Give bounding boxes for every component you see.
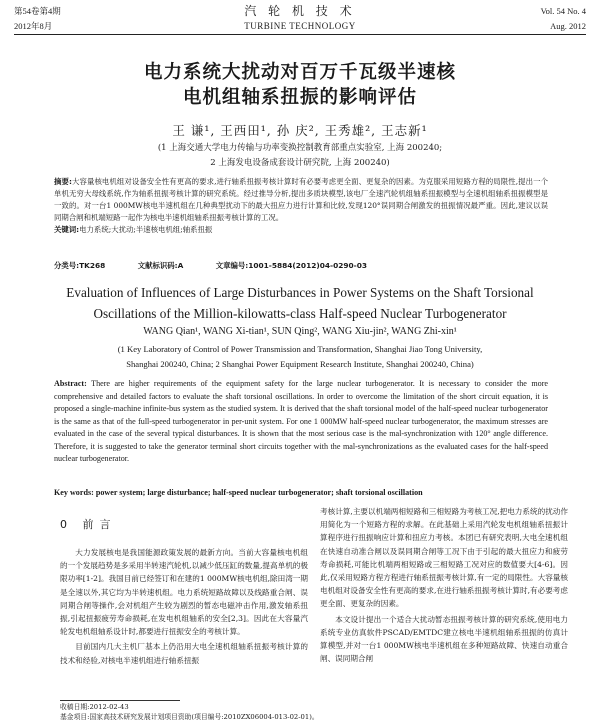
authors-en: WANG Qian¹, WANG Xi-tian¹, SUN Qing², WANG Xiu-jin², WANG Zhi-xin¹ [143,326,457,337]
received-date: 收稿日期:2012-02-43 [60,703,129,711]
body-paragraph: 本文设计提出一个适合大扰动暂态扭振考核计算的研究系统,使用电力系统专业仿真软件PSCAD/EMTDC建立核电半速机组轴系扭振的仿真计算模型,并对一台1 000MW核电半速机组在多种短路故障、快速自动重合闸、误同期合闸 [320,614,568,664]
body-paragraph: 考核计算,主要以机端两相短路和三相短路为考核工况,把电力系统的扰动作用简化为一个短路方程的求解。在此基础上采用汽轮发电机组轴系扭振计算程序进行扭振响应计算和扭应力考核。本团已有研究表明,大电全速机组在快速自动准合闸以及误同期合闸等工况下由于引起的最大扭应力和疲劳寿命损耗,可能比机端两相短路或三相短路工况对应的数值要大[4-6]。因此,仅采用短路方程方程进行轴系扭振考核计算,有一定的局限性。大容量核电机组对设备安全性有更高的要求,在进行轴系扭振考核计算时,有必要考虑更全面、更复杂的因素。 [320,507,568,609]
abstract-cn [54,176,548,236]
journal-name-en: TURBINE TECHNOLOGY [244,21,356,31]
title-en-line1: Evaluation of Influences of Large Disturbances in Power Systems on the Shaft Torsional [66,285,534,300]
title-en-line2: Oscillations of the Million-kilowatts-class Half-speed Nuclear Turbogenerator [93,306,507,321]
header-rule [14,34,586,35]
journal-header [14,4,586,44]
document-code: 文献标识码:A [137,261,184,270]
header-right [541,4,586,34]
title-cn-line2: 电机组轴系扭振的影响评估 [182,87,417,108]
affiliations-en [0,342,600,372]
fund-info: 基金项目:国家高技术研究发展计划项目资助(项目编号:2010ZX06004-013-02-01)。 [60,713,319,721]
footnote-rule [60,700,180,701]
volume-en: Vol. 54 No. 4 [540,6,586,16]
journal-name-cn: 汽 轮 机 技 术 [244,4,356,18]
article-number: 文章编号:1001-5884(2012)04-0290-03 [215,261,368,270]
volume-cn: 第54卷第4期 [14,6,61,16]
affiliations-cn [0,141,600,171]
title-cn-line1: 电力系统大扰动对百万千瓦级半速核 [143,62,456,83]
abstract-en [54,378,548,466]
abstract-cn-text: 大容量核电机组对设备安全性有更高的要求,进行轴系扭振考核计算时有必要考虑更全面、更复杂的因素。为克服采用短路方程的局限性,提出一个单机无穷大母线系统,作为轴系扭振考核计算的研究系统。经过推导分析,提出多质块模型,该电厂全速汽轮机组轴系扭振模型与全速机组轴系扭振模型是一致的。对一台1 000MW核电半速机组在几种典型扰动下的最大扭应力进行计算和比较,发现120°误同期合闸激发的扭振情况最严重。因此,建议以误同期合闸和机端短路一起作为核电半速机组轴系扭振考核计算的工况。 [54,177,548,222]
classification-line [54,260,548,272]
clc-number: 分类号:TK268 [54,261,106,270]
body-paragraph: 大力发展核电是我国能源政策发展的最新方向。当前大容量核电机组的一个发展趋势是多采用半转速汽轮机,以减少低压缸的数量,提高单机的极限功率[1-2]。我国目前已经签订和在建的1 000MW核电机组,除田湾一期是全速以外,其它均为半转速机组。电力系统短路故障以及线路重合闸、误同期合闸等操作,会对机组产生较为剧烈的暂态电磁冲击作用,激发轴系扭振,引起扭振疲劳寿命损耗,在发电机组轴系的安全[2,3]。因此在大容量汽轮发电机组轴系设计时,都要进行扭振安全的考核计算。 [60,548,308,637]
keywords-en-text: power system; large disturbance; half-speed nuclear turbogenerator; shaft torsional oscillation [95,488,423,497]
abstract-cn-label: 摘要: [54,177,72,186]
header-center [14,4,586,34]
footnote [60,702,320,722]
keywords-en-label: Key words: [54,488,94,497]
body-paragraph: 目前国内几大主机厂基本上仍沿用大电全速机组轴系扭振考核计算的技术和经验,对核电半速机组进行轴系扭振 [60,642,308,665]
abstract-en-text: There are higher requirements of the equipment safety for the large nuclear turbogenerator. It is necessary to consider the more comprehensive and detailed factors to evaluate the shaft torsional oscillations. In order to overcome the limitation of the short circuit equation, it is proposed a single-machine infinite-bus system as the studied system. It is derived that the shaft torsional model of the half-speed nuclear turbogenerator is the same as that of the full-speed turbogenerator in per-unit system. For one 1 000MW half-speed nuclear turbogenerator, the maximum stresses are evaluated in the case of the several typical disturbances. It is shown that the most serious case is the mal-synchronization with 120° angle difference. Therefore, it is suggested to take the generator terminal short circuits together with the mal-synchronizations as the evaluated cases for the half-speed nuclear turbogenerator. [54,379,548,463]
right-column [320,505,568,667]
section-heading-preface: 0 前言 [60,518,117,531]
abstract-en-label: Abstract: [54,379,87,388]
affiliation-cn-line1: (1 上海交通大学电力传输与功率变换控制教育部重点实验室, 上海 200240; [157,143,443,153]
keywords-cn-label: 关键词: [54,225,80,234]
affiliation-cn-line2: 2 上海发电设备成套设计研究院, 上海 200240) [210,158,390,168]
date-cn: 2012年8月 [14,21,53,31]
date-en: Aug. 2012 [550,21,586,31]
paper-title-cn [0,60,600,110]
keywords-en [54,488,548,497]
affiliation-en-line2: Shanghai 200240, China; 2 Shanghai Power Equipment Research Institute, Shanghai 200240, China) [126,359,474,369]
paper-title-en [0,282,600,324]
keywords-cn-text: 电力系统;大扰动;半速核电机组;轴系扭振 [79,225,213,234]
authors-cn: 王 谦¹, 王西田¹, 孙 庆², 王秀雄², 王志新¹ [172,123,428,138]
left-column [60,516,308,669]
affiliation-en-line1: (1 Key Laboratory of Control of Power Transmission and Transformation, Shanghai Jiao Tong University, [117,344,483,354]
